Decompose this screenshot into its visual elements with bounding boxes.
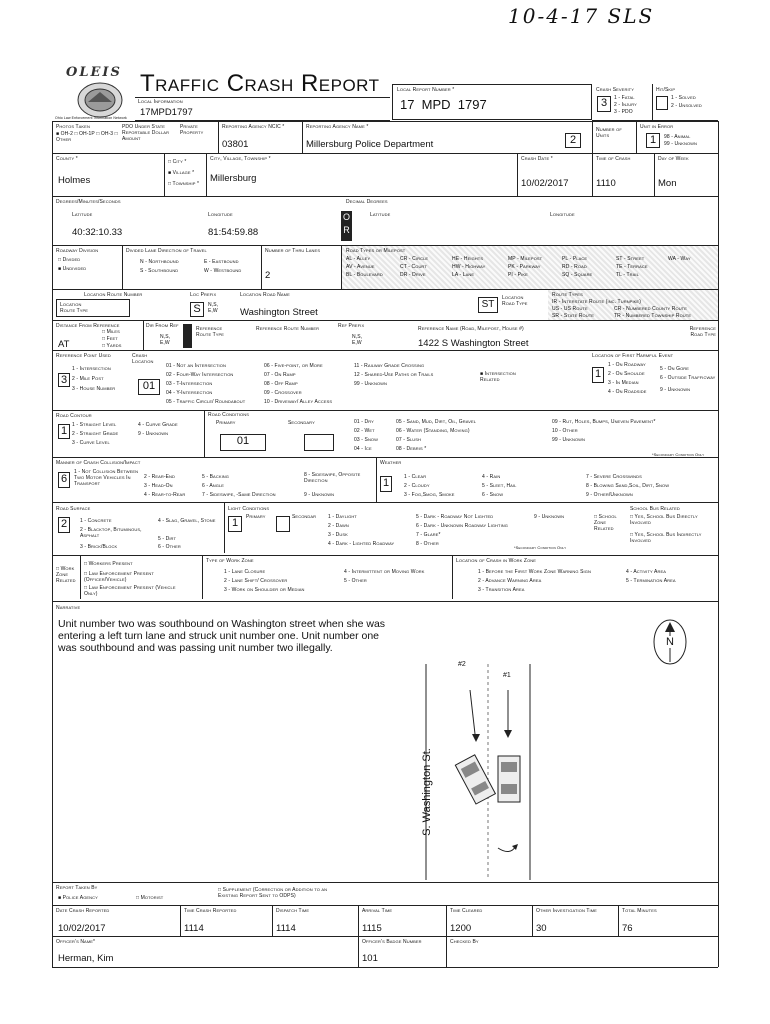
route-type-tr: TR - Numbered Township Route	[614, 313, 692, 319]
work-zone-opt-3: 3 - Work on Shoulder or Median	[224, 587, 305, 593]
school-zone: □ School Zone Related	[594, 514, 617, 532]
lat-label: Latitude	[72, 212, 93, 218]
light-label: Light Conditions	[228, 506, 270, 512]
time-value: 1110	[596, 178, 616, 189]
weather-opt-2: 2 - Cloudy	[404, 483, 430, 489]
distance-label: Distance From Reference	[56, 323, 120, 329]
photo-options: ■ OH-2 □ OH-1P □ OH-3 □ Other	[56, 131, 118, 143]
city-opt-city: □ City *	[168, 159, 187, 165]
officer-name-value: Herman, Kim	[58, 953, 114, 964]
road-type-wa: WA - Way	[668, 256, 691, 262]
crash-loc-opt-10: 10 - Driveway/ Alley Access	[264, 399, 333, 405]
harmful-opt-3: 3 - In Median	[608, 380, 639, 386]
light-opt-8: 8 - Other	[416, 541, 439, 547]
work-zone-opt-4: 4 - Intermittent or Moving Work	[344, 569, 425, 575]
weather-label: Weather	[380, 460, 402, 466]
harmful-opt-2: 2 - On Shoulde	[608, 371, 645, 377]
unit-error-opt-2: 99 - Unknown	[664, 141, 698, 147]
loc-prefix-opts: N,S, E,W	[208, 302, 219, 314]
loc-prefix-label: Loc Prefix	[190, 292, 217, 298]
ref-point-opt-1: 1 - Intersection	[72, 366, 111, 372]
harmful-opt-6: 6 - Outside Trafficway	[660, 375, 716, 381]
contour-opt-4: 4 - Curve Grade	[138, 422, 178, 428]
police-agency-option: ■ Police Agency	[58, 895, 98, 901]
contour-opt-9: 9 - Unknown	[138, 431, 169, 437]
agency-name-value: Millersburg Police Department	[306, 139, 434, 150]
harmful-opt-4: 4 - On Roadside	[608, 389, 647, 395]
road-types-label: Road Types or Milepost	[346, 248, 406, 254]
local-info-label: Local Information	[138, 99, 183, 105]
crash-loc-opt-05: 05 - Traffic Circle/ Roundabout	[166, 399, 246, 405]
school-bus-opt-2: □ Yes, School Bus Indirectly Involved	[630, 532, 702, 544]
weather-opt-4: 4 - Rain	[482, 474, 501, 480]
long-value: 81:54:59.88	[208, 227, 259, 238]
dispatch-label: Dispatch Time	[276, 908, 310, 914]
crash-loc-opt-07: 07 - On Ramp	[264, 372, 296, 378]
road-type-pl: PL - Place	[562, 256, 588, 262]
weather-opt-5: 5 - Sleet, Hail	[482, 483, 517, 489]
agency-name-label: Reporting Agency Name *	[306, 124, 369, 130]
cond-opt-02: 02 - Wet	[354, 428, 375, 434]
light-primary-box: 1	[228, 516, 242, 532]
county-value: Holmes	[58, 175, 91, 186]
work-zone-opt-2: 2 - Lane Shift/ Crossover	[224, 578, 288, 584]
school-bus-label: School Bus Related	[630, 506, 680, 512]
lat2-label: Latitude	[370, 212, 391, 218]
time-reported-value: 1114	[184, 923, 204, 934]
oleis-logo-text: OLEIS	[66, 65, 122, 80]
wz-loc-opt-1: 1 - Before the First Work Zone Warning Sign	[478, 569, 591, 575]
harmful-opt-5: 5 - On Gore	[660, 366, 690, 372]
unit-feet: □ Feet	[102, 336, 118, 342]
primary-label: Primary	[216, 420, 236, 426]
crash-loc-opt-11: 11 - Railway Grade Crossing	[354, 363, 425, 369]
ref-prefix-opts: N,S, E,W	[352, 334, 363, 346]
harmful-opt-9: 9 - Unknown	[660, 387, 691, 393]
route-types-label: Route Types	[552, 292, 583, 298]
arrival-label: Arrival Time	[362, 908, 393, 914]
decimal-label: Decimal Degrees	[346, 199, 388, 205]
diagram-unit1-label: #1	[503, 672, 511, 679]
ref-route-number-label: Reference Route Number	[256, 326, 320, 332]
hitskip-label: Hit/Skip	[656, 87, 676, 93]
city-opt-village: ■ Village *	[168, 170, 195, 176]
unit-yards: □ Yards	[102, 343, 122, 349]
lane-dir-w: W - Westbound	[204, 268, 242, 274]
light-opt-5: 5 - Dark - Roadway Not Lighted	[416, 514, 494, 520]
road-type-la: LA - Lane	[452, 272, 475, 278]
total-minutes-label: Total Minutes	[622, 908, 657, 914]
road-type-rd: RD - Road	[562, 264, 587, 270]
cond-opt-10: 10 - Other	[552, 428, 578, 434]
ref-point-label: Reference Point Used	[56, 353, 111, 359]
badge-value: 101	[362, 953, 378, 964]
loc-prefix-box: S	[190, 302, 204, 317]
severity-box: 3	[597, 96, 611, 112]
motorist-option: □ Motorist	[136, 895, 164, 901]
cond-secondary-note: *Secondary Condition Only	[652, 452, 705, 457]
manner-opt-1: 1 - Not Collision Between Two Motor Vehicles In Transport	[74, 469, 139, 487]
other-inv-value: 30	[536, 923, 547, 934]
crash-loc-opt-01: 01 - Not an Intersection	[166, 363, 226, 369]
division-opt-undivided: ■ Undivided	[58, 266, 87, 272]
road-type-mp: MP - Milepost	[508, 256, 543, 262]
light-opt-6: 6 - Dark - Unknown Roadway Lighting	[416, 523, 509, 529]
local-report-value: 17 MPD 1797	[400, 97, 487, 112]
long-label: Longitude	[208, 212, 233, 218]
wz-loc-opt-5: 5 - Termination Area	[626, 578, 676, 584]
cond-opt-03: 03 - Snow	[354, 437, 379, 443]
surface-opt-6: 6 - Other	[158, 544, 181, 550]
road-type-box: ST	[478, 297, 498, 313]
surface-opt-4: 4 - Slag, Gravel, Stone	[158, 518, 216, 524]
lat-value: 40:32:10.33	[72, 227, 123, 238]
work-zone-opt-5: 5 - Other	[344, 578, 367, 584]
ref-name-label: Reference Name (Road, Milepost, House #)	[418, 326, 524, 332]
manner-opt-6: 6 - Angle	[202, 483, 225, 489]
distance-value: AT	[58, 339, 70, 350]
surface-opt-1: 1 - Concrete	[80, 518, 112, 524]
weather-opt-8: 8 - Blowing Sand,Soil, Dirt, Snow	[586, 483, 670, 489]
light-opt-7: 7 - Glare*	[416, 532, 441, 538]
local-info-value: 17MPD1797	[140, 107, 193, 118]
ncic-value: 03801	[222, 139, 249, 150]
law-present-vehicle: □ Law Enforcement Present (Vehicle Only)	[84, 585, 176, 597]
first-harmful-label: Location of First Harmful Event	[592, 353, 674, 359]
diagram-street-label: S. Washington St.	[421, 748, 433, 836]
cond-opt-99: 99 - Unknown	[552, 437, 586, 443]
light-secondary-label: Secondar	[292, 514, 317, 520]
long2-label: Longitude	[550, 212, 575, 218]
light-secondary-box	[276, 516, 290, 532]
crash-loc-opt-99: 99 - Unknown	[354, 381, 388, 387]
surface-label: Road Surface	[56, 506, 91, 512]
conditions-label: Road Conditions	[208, 412, 250, 418]
workers-present: □ Workers Present	[84, 561, 133, 567]
road-type-te: TE - Terrace	[616, 264, 648, 270]
crash-diagram-sketch	[380, 660, 570, 882]
dow-label: Day of Week	[658, 156, 689, 162]
road-type-al: AL - Alley	[346, 256, 371, 262]
school-bus-opt-1: □ Yes, School Bus Directly Involved	[630, 514, 698, 526]
secondary-label: Secondary	[288, 420, 315, 426]
city-value: Millersburg	[210, 173, 257, 184]
road-type-bl: BL - Boulevard	[346, 272, 383, 278]
wz-loc-opt-4: 4 - Activity Area	[626, 569, 666, 575]
handwritten-date-note: 10-4-17 SLS	[508, 4, 655, 28]
crash-location-box: 01	[138, 379, 160, 395]
weather-box: 1	[380, 476, 392, 492]
first-harmful-box: 1	[592, 367, 604, 383]
road-type-he: HE - Heights	[452, 256, 484, 262]
law-present-officer: □ Law Enforcement Present (Officer/Vehicle)	[84, 571, 154, 583]
weather-opt-1: 1 - Clear	[404, 474, 427, 480]
date-reported-label: Date Crash Reported	[56, 908, 110, 914]
lane-dir-e: E - Eastbound	[204, 259, 239, 265]
light-opt-2: 2 - Dawn	[328, 523, 349, 529]
cond-opt-04: 04 - Ice	[354, 446, 372, 452]
checked-by-label: Checked By	[450, 939, 479, 945]
ref-road-type-label: Reference Road Type	[689, 326, 716, 338]
location-road-type-label: Location Road Type	[502, 295, 528, 307]
surface-opt-3: 3 - Brick/Block	[80, 544, 118, 550]
crash-date-label: Crash Date *	[521, 156, 553, 162]
contour-opt-1: 1 - Straight Level	[72, 422, 117, 428]
ncic-label: Reporting Agency NCIC *	[222, 124, 285, 130]
road-type-pk: PK - Parkway	[508, 264, 541, 270]
crash-date-value: 10/02/2017	[521, 178, 569, 189]
contour-box: 1	[58, 424, 70, 439]
city-opt-township: □ Township *	[168, 181, 200, 187]
lane-dir-label: Divided Lane Direction of Travel	[126, 248, 207, 254]
cond-opt-07: 07 - Slush	[396, 437, 422, 443]
work-zone-type-label: Type of Work Zone	[206, 558, 254, 564]
manner-opt-4: 4 - Rear-to-Rear	[144, 492, 186, 498]
light-opt-3: 3 - Dusk	[328, 532, 348, 538]
road-type-dr: DR - Drive	[400, 272, 426, 278]
city-label: City, Village, Township *	[210, 156, 271, 162]
light-opt-4: 4 - Dark - Lighted Roadway	[328, 541, 395, 547]
road-name-label: Location Road Name	[240, 292, 290, 298]
crash-loc-opt-12: 12 - Shared-Use Paths or Trails	[354, 372, 434, 378]
manner-box: 6	[58, 472, 70, 488]
total-minutes-value: 76	[622, 923, 633, 934]
division-label: Roadway Division	[56, 248, 99, 254]
unit-in-error-box: 1	[646, 133, 660, 148]
crash-diagram	[380, 660, 570, 882]
crash-loc-opt-03: 03 - T-Intersection	[166, 381, 213, 387]
cleared-value: 1200	[450, 923, 472, 934]
local-report-label: Local Report Number *	[397, 87, 455, 93]
manner-label: Manner of Crash Collision/Impact	[56, 460, 141, 466]
contour-opt-2: 2 - Straight Grade	[72, 431, 119, 437]
ref-prefix-label: Ref Prefix	[338, 323, 365, 329]
weather-opt-9: 9 - Other/Unknown	[586, 492, 633, 498]
officer-name-label: Officer's Name*	[56, 939, 96, 945]
crash-loc-opt-06: 06 - Five-point, or More	[264, 363, 323, 369]
severity-opt-2: 2 - Injury	[614, 102, 637, 108]
crash-loc-opt-08: 08 - Off Ramp	[264, 381, 298, 387]
work-zone-location-label: Location of Crash in Work Zone	[456, 558, 537, 564]
dms-label: Degrees/Minutes/Seconds	[56, 199, 121, 205]
lane-dir-s: S - Southbound	[140, 268, 179, 274]
road-name-value: Washington Street	[240, 307, 318, 318]
road-type-av: AV - Avenue	[346, 264, 375, 270]
light-opt-9: 9 - Unknown	[534, 514, 565, 520]
badge-label: Officer's Badge Number	[362, 939, 422, 945]
light-opt-1: 1 - Daylight	[328, 514, 357, 520]
dow-value: Mon	[658, 178, 677, 189]
route-type-us: US - US Route	[552, 306, 588, 312]
manner-opt-2: 2 - Rear-End	[144, 474, 176, 480]
road-type-cr: CR - Circle	[400, 256, 429, 262]
contour-opt-3: 3 - Curve Level	[72, 440, 110, 446]
ref-name-value: 1422 S Washington Street	[418, 338, 529, 349]
light-secondary-note: *Secondary Condition Only	[514, 545, 567, 550]
weather-opt-6: 6 - Snow	[482, 492, 504, 498]
road-type-hw: HW - Highway	[452, 264, 486, 270]
surface-opt-5: 5 - Dirt	[158, 536, 177, 542]
manner-opt-5: 5 - Backing	[202, 474, 229, 480]
weather-opt-7: 7 - Severe Crosswinds	[586, 474, 642, 480]
dispatch-value: 1114	[276, 923, 296, 934]
cleared-label: Time Cleared	[450, 908, 483, 914]
dir-from-ref-label: Dir From Ref	[146, 323, 179, 329]
other-inv-label: Other Investigation Time	[536, 908, 597, 914]
dir-from-ref-opts: N,S, E,W	[160, 334, 171, 346]
manner-opt-8: 8 - Sideswipe, Opposite Direction	[304, 472, 361, 484]
diagram-unit2-label: #2	[458, 661, 466, 668]
surface-box: 2	[58, 517, 70, 533]
route-type-sr: SR - State Route	[552, 313, 595, 319]
manner-opt-7: 7 - Sideswipe, -Same Direction	[202, 492, 276, 498]
or-marker: O R	[341, 211, 352, 241]
loc-route-type-label: Location Route Type	[60, 302, 89, 314]
weather-opt-3: 3 - Fog,Smog, Smoke	[404, 492, 455, 498]
photos-taken-label: Photos Taken	[56, 124, 90, 130]
crash-location-label: Crash Location	[132, 353, 154, 365]
supplement-option: □ Supplement (Correction or Addition to an Existing Report Sent to ODPS)	[218, 887, 328, 899]
county-label: County *	[56, 156, 78, 162]
road-type-sq: SQ - Square	[562, 272, 593, 278]
work-zone-opt-1: 1 - Lane Closure	[224, 569, 266, 575]
logo-caption: Ohio Law Enforcement Information Network	[55, 116, 127, 120]
time-reported-label: Time Crash Reported	[184, 908, 237, 914]
report-title: Traffic Crash Report	[140, 70, 380, 97]
ref-point-opt-2: 2 - Mile Post	[72, 376, 104, 382]
intersection-related: ■ Intersection Related	[480, 371, 516, 383]
harmful-opt-1: 1 - On Roadway	[608, 362, 646, 368]
surface-opt-2: 2 - Blacktop, Bituminous, Asphalt	[80, 527, 142, 539]
road-type-tl: TL - Trail	[616, 272, 639, 278]
light-primary-label: Primary	[246, 514, 266, 520]
thru-lanes-label: Number of Thru Lanes	[265, 248, 321, 254]
road-type-st: ST - Street	[616, 256, 645, 262]
crash-loc-opt-02: 02 - Four-Way Intersection	[166, 372, 234, 378]
road-type-pi: PI - Pike	[508, 272, 528, 278]
severity-opt-3: 3 - PDO	[614, 109, 633, 115]
crash-loc-opt-04: 04 - Y-Intersection	[166, 390, 213, 396]
unit-miles: □ Miles	[102, 329, 120, 335]
date-reported-value: 10/02/2017	[58, 923, 106, 934]
private-property-label: Private Property	[180, 124, 204, 136]
ref-route-label: Reference Route Type	[196, 326, 225, 338]
units-box: 2	[565, 133, 581, 148]
cond-opt-06: 06 - Water (Standing, Moving)	[396, 428, 470, 434]
arrival-value: 1115	[362, 923, 382, 934]
lane-dir-n: N - Northbound	[140, 259, 179, 265]
narrative-text: Unit number two was southbound on Washington street when she was entering a left turn lane and struck unit number one. Unit number one was southbound and was passing unit number two illegally.	[58, 618, 386, 654]
contour-label: Road Contour	[56, 413, 92, 419]
wz-loc-opt-3: 3 - Transition Area	[478, 587, 525, 593]
unit-in-error-label: Unit in Error	[640, 124, 674, 130]
unit-error-opt-1: 98 - Animal	[664, 134, 691, 140]
pdo-under-label: PDO Under State Reportable Dollar Amount	[122, 124, 170, 142]
route-type-ir: IR - Interstate Route (inc. Turnpike)	[552, 299, 641, 305]
work-zone-related: □ Work Zone Related	[56, 566, 76, 584]
ref-point-opt-3: 3 - House Number	[72, 386, 116, 392]
severity-opt-1: 1 - Fatal	[614, 95, 635, 101]
crash-loc-opt-09: 09 - Crossover	[264, 390, 302, 396]
report-taken-label: Report Taken By	[56, 885, 98, 891]
secondary-box	[304, 434, 334, 451]
time-label: Time of Crash	[596, 156, 631, 162]
primary-box: 01	[220, 434, 266, 451]
cond-opt-05: 05 - Sand, Mud, Dirt, Oil, Gravel	[396, 419, 477, 425]
north-label: N	[666, 636, 674, 648]
wz-loc-opt-2: 2 - Advance Warning Area	[478, 578, 542, 584]
route-type-cr: CR - Numbered County Route	[614, 306, 687, 312]
units-label: Number of Units	[596, 127, 622, 139]
hitskip-opt-2: 2 - Unsolved	[671, 103, 702, 109]
narrative-label: Narrative	[56, 605, 81, 611]
severity-label: Crash Severity	[596, 87, 634, 93]
manner-opt-3: 3 - Head-On	[144, 483, 173, 489]
ref-point-box: 3	[58, 373, 70, 387]
manner-opt-9: 9 - Unknown	[304, 492, 335, 498]
division-opt-divided: □ Divided	[58, 257, 81, 263]
cond-opt-08: 08 - Debris *	[396, 446, 427, 452]
road-type-ct: CT - Court	[400, 264, 427, 270]
hitskip-opt-1: 1 - Solved	[671, 95, 696, 101]
loc-route-number-label: Location Route Number	[84, 292, 143, 298]
thru-lanes-value: 2	[265, 270, 271, 281]
cond-opt-01: 01 - Dry	[354, 419, 374, 425]
cond-opt-09: 09 - Rut, Holes, Bumps, Uneven Pavement*	[552, 419, 656, 425]
